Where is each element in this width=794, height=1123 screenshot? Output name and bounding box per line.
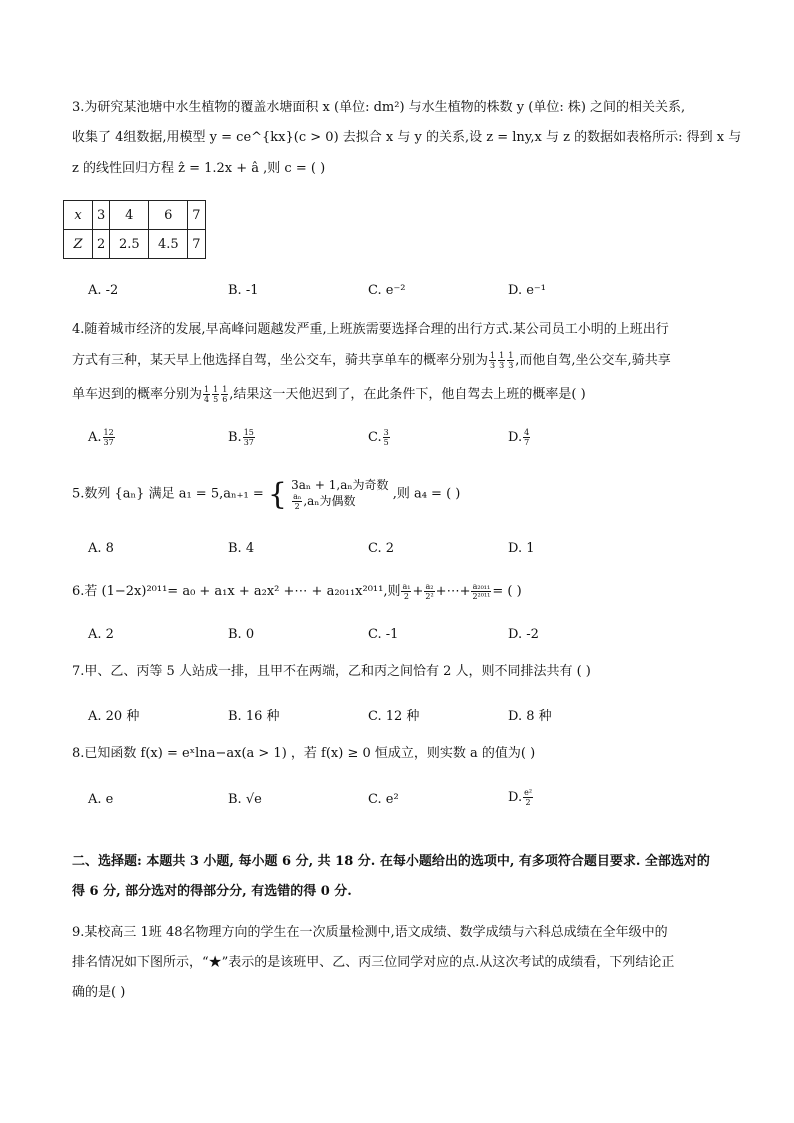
q4-option-d [508,428,531,447]
numerator: aₙ [293,492,302,501]
q8-option-d [508,788,534,807]
denominator: 2 [403,592,410,601]
fraction [243,428,255,447]
q7-option-d: D. 8 种 [508,709,552,724]
table-cell: 3 [93,201,110,230]
section2-line-2: 得 6 分, 部分选对的得部分分, 有选错的得 0 分. [72,884,352,899]
q6-option-c: C. -1 [368,627,399,642]
q3-option-a: A. -2 [88,283,119,298]
q5-option-b: B. 4 [228,541,255,556]
q3-line-1: 3.为研究某池塘中水生植物的覆盖水塘面积 x (单位: dm²) 与水生植物的株数 y (单位: 株) 之间的相关关系, [72,100,686,115]
denominator: 2²⁰¹¹ [472,592,491,601]
q5-cases [291,478,388,511]
option-label: D. [508,790,523,805]
fraction [523,428,530,447]
table-row-z [64,230,206,259]
table-row-x [64,201,206,230]
q4-option-a [88,428,116,447]
q7-option-b: B. 16 种 [228,709,280,724]
section2-line-1: 二、选择题: 本题共 3 小题, 每小题 6 分, 共 18 分. 在每小题给出的选项中, 有多项符合题目要求. 全部选对的 [72,854,710,869]
q4-line-3-text-a: 单车迟到的概率分别为 [72,387,203,402]
numerator: a₂₀₁₁ [472,582,491,591]
fraction: $\frac{1}{6}$ [222,385,228,404]
numerator: a₂ [425,582,434,591]
q6-option-a: A. 2 [88,627,114,642]
option-label: A. [88,430,102,445]
table-cell: Z [64,230,93,259]
table-cell: 7 [188,201,205,230]
q8-option-b: B. √e [228,792,262,807]
q8-line-1: 8.已知函数 f(x) = eˣlna−ax(a > 1) ，若 f(x) ≥ 0 恒成立，则实数 a 的值为( ) [72,746,536,761]
q6-option-b: B. 0 [228,627,255,642]
plus-ellipsis: +⋯+ [435,584,471,599]
q4-option-c [368,428,391,447]
table-cell: 2 [93,230,110,259]
q9-line-3: 确的是( ) [72,985,126,1000]
denominator: 2 [525,798,531,807]
q9-line-2: 排名情况如下图所示，“★”表示的是该班甲、乙、丙三位同学对应的点.从这次考试的成绩看，下列结论正 [72,955,675,970]
fraction [103,428,115,447]
table-cell: 4.5 [149,230,188,259]
table-cell: 7 [188,230,205,259]
q8-option-a: A. e [88,792,114,807]
numerator: 3 [383,428,389,437]
q6-option-d: D. -2 [508,627,539,642]
option-label: C. [368,430,382,445]
q4-line-3-text-b: ,结果这一天他迟到了，在此条件下，他自驾去上班的概率是( ) [229,387,586,402]
denominator: 37 [103,438,114,447]
fraction [424,582,434,601]
q3-line-3: z 的线性回归方程 ẑ = 1.2x + â ,则 c = ( ) [72,161,326,176]
q4-line-2-text-a: 方式有三种，某天早上他选择自驾，坐公交车，骑共享单车的概率分别为 [72,353,489,368]
q4-line-3 [72,385,586,404]
numerator: a₁ [402,582,411,591]
q5-lead: 5.数列 {aₙ} 满足 a₁ = 5,aₙ₊₁ = [72,486,264,502]
fraction [401,582,411,601]
fraction: $\frac{1}{3}$ [508,351,514,370]
q5-case-2 [291,492,388,511]
fraction [383,428,390,447]
q5-option-c: C. 2 [368,541,395,556]
fraction: $\frac{1}{3}$ [490,351,496,370]
fraction [471,582,491,601]
q6-lead: 6.若 (1−2x)²⁰¹¹= a₀ + a₁x + a₂x² +⋯ + a₂₀₁₁x²⁰¹¹,则 [72,584,401,599]
numerator: 12 [103,428,114,437]
q5-option-a: A. 8 [88,541,114,556]
fraction: $\frac{1}{5}$ [213,385,219,404]
table-cell: 4 [110,201,149,230]
q4-line-2 [72,351,671,370]
q7-option-a: A. 20 种 [88,709,140,724]
q5-line [72,478,460,511]
denominator: 2² [425,592,434,601]
fraction: $\frac{1}{4}$ [204,385,210,404]
numerator: e² [524,788,533,797]
q6-tail: = ( ) [492,584,522,599]
numerator: 15 [243,428,254,437]
q3-option-b: B. -1 [228,283,259,298]
numerator: 4 [524,428,530,437]
denominator: 2 [294,502,300,511]
q6-line [72,582,522,601]
table-cell: x [64,201,93,230]
table-cell: 2.5 [110,230,149,259]
q9-line-1: 9.某校高三 1班 48名物理方向的学生在一次质量检测中,语文成绩、数学成绩与六科总成绩在全年级中的 [72,925,668,940]
plus-sign: + [412,584,424,599]
fraction [523,788,533,807]
q3-data-table [63,200,206,259]
q3-line-2: 收集了 4组数据,用模型 y = ce^{kx}(c > 0) 去拟合 x 与 y 的关系,设 z = lny,x 与 z 的数据如表格所示: 得到 x 与 [72,130,742,145]
denominator: 7 [524,438,530,447]
q5-case-2-text: ,aₙ为偶数 [303,494,356,508]
q3-option-d: D. e⁻¹ [508,283,546,298]
denominator: 37 [243,438,254,447]
q4-line-1: 4.随着城市经济的发展,早高峰问题越发严重,上班族需要选择合理的出行方式.某公司员工小明的上班出行 [72,322,669,337]
q5-case-1: 3aₙ + 1,aₙ为奇数 [291,478,389,492]
q5-option-d: D. 1 [508,541,535,556]
q5-tail: ,则 a₄ = ( ) [392,486,461,502]
q7-line-1: 7.甲、乙、丙等 5 人站成一排，且甲不在两端，乙和丙之间恰有 2 人，则不同排法共有 ( ) [72,664,591,679]
option-label: B. [228,430,242,445]
brace-symbol: { [267,476,287,512]
q3-option-c: C. e⁻² [368,283,406,298]
table-cell: 6 [149,201,188,230]
q4-option-b [228,428,256,447]
fraction [292,492,302,511]
fraction: $\frac{1}{3}$ [499,351,505,370]
option-label: D. [508,430,523,445]
q4-line-2-text-b: ,而他自驾,坐公交车,骑共享 [515,353,671,368]
q7-option-c: C. 12 种 [368,709,420,724]
denominator: 5 [383,438,389,447]
q8-option-c: C. e² [368,792,399,807]
